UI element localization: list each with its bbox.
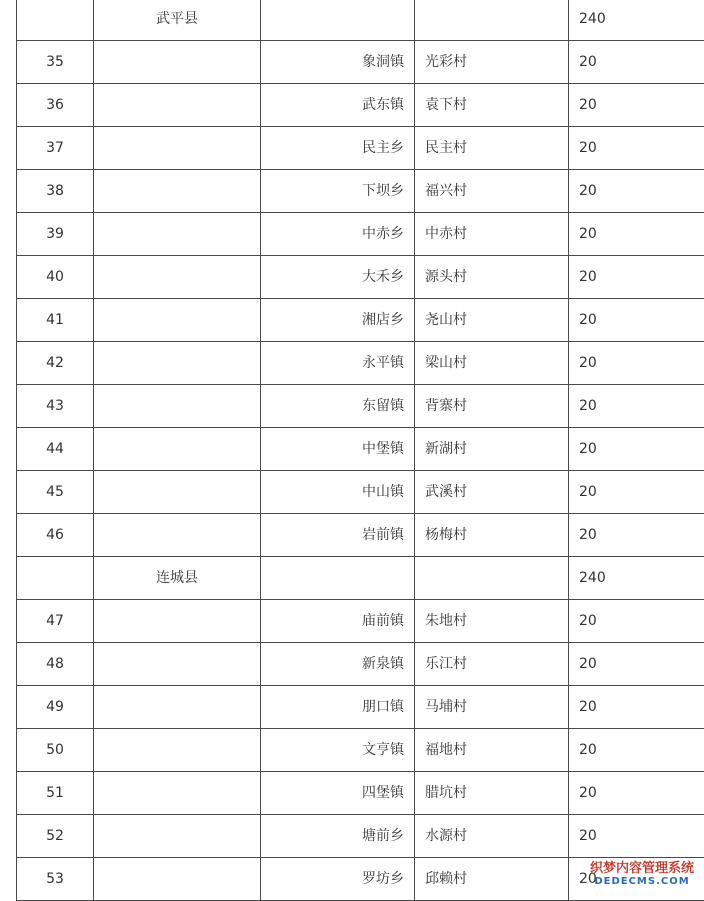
cell-amount: 240 [569, 0, 704, 41]
cell-town: 庙前镇 [261, 600, 415, 643]
cell-number: 39 [17, 213, 94, 256]
cell-number: 52 [17, 815, 94, 858]
cell-amount: 20 [569, 299, 704, 342]
cell-number: 41 [17, 299, 94, 342]
table-row [17, 256, 704, 299]
cell-county: 连城县 [94, 557, 261, 600]
cell-village: 杨梅村 [415, 514, 569, 557]
cell-town: 民主乡 [261, 127, 415, 170]
cell-number: 35 [17, 41, 94, 84]
table-row [17, 127, 704, 170]
cell-amount: 20 [569, 772, 704, 815]
cell-town: 中山镇 [261, 471, 415, 514]
watermark-logo [590, 861, 694, 888]
cell-town: 新泉镇 [261, 643, 415, 686]
table-row [17, 41, 704, 84]
cell-village: 武溪村 [415, 471, 569, 514]
cell-amount: 20 [569, 686, 704, 729]
cell-town: 象洞镇 [261, 41, 415, 84]
cell-village: 光彩村 [415, 41, 569, 84]
cell-village: 福地村 [415, 729, 569, 772]
table-row [17, 729, 704, 772]
cell-town: 大禾乡 [261, 256, 415, 299]
cell-number: 37 [17, 127, 94, 170]
cell-village: 朱地村 [415, 600, 569, 643]
cell-number: 46 [17, 514, 94, 557]
cell-amount: 20 [569, 815, 704, 858]
cell-number: 38 [17, 170, 94, 213]
cell-town: 湘店乡 [261, 299, 415, 342]
cell-number: 47 [17, 600, 94, 643]
cell-county [94, 213, 261, 256]
table-row [17, 213, 704, 256]
cell-amount: 20 [569, 471, 704, 514]
table-row [17, 643, 704, 686]
cell-town: 下坝乡 [261, 170, 415, 213]
cell-amount: 20 [569, 127, 704, 170]
cell-town: 朋口镇 [261, 686, 415, 729]
allocation-table [16, 0, 704, 901]
cell-amount: 20 [569, 213, 704, 256]
cell-village: 乐江村 [415, 643, 569, 686]
cell-village [415, 0, 569, 41]
table-row [17, 772, 704, 815]
table-row [17, 815, 704, 858]
cell-town: 中堡镇 [261, 428, 415, 471]
cell-village: 新湖村 [415, 428, 569, 471]
cell-number: 43 [17, 385, 94, 428]
cell-county [94, 127, 261, 170]
cell-town: 文亨镇 [261, 729, 415, 772]
cell-county [94, 600, 261, 643]
cell-village: 邱赖村 [415, 858, 569, 901]
cell-amount: 20 [569, 41, 704, 84]
cell-county [94, 729, 261, 772]
cell-number: 42 [17, 342, 94, 385]
cell-amount: 20 [569, 256, 704, 299]
cell-county [94, 471, 261, 514]
cell-town [261, 557, 415, 600]
cell-county [94, 686, 261, 729]
cell-county [94, 643, 261, 686]
cell-number: 49 [17, 686, 94, 729]
cell-town: 东留镇 [261, 385, 415, 428]
cell-town: 塘前乡 [261, 815, 415, 858]
table-row [17, 84, 704, 127]
cell-amount: 20 [569, 643, 704, 686]
cell-county: 武平县 [94, 0, 261, 41]
cell-number: 36 [17, 84, 94, 127]
county-row [17, 557, 704, 600]
cell-village: 腊坑村 [415, 772, 569, 815]
cell-number: 50 [17, 729, 94, 772]
cell-county [94, 41, 261, 84]
table-row [17, 385, 704, 428]
table-row [17, 299, 704, 342]
cell-amount: 20 [569, 385, 704, 428]
cell-county [94, 858, 261, 901]
cell-village: 源头村 [415, 256, 569, 299]
cell-amount: 20 [569, 600, 704, 643]
cell-county [94, 428, 261, 471]
cell-amount: 20 [569, 342, 704, 385]
cell-town: 四堡镇 [261, 772, 415, 815]
cell-town: 岩前镇 [261, 514, 415, 557]
cell-county [94, 256, 261, 299]
cell-county [94, 170, 261, 213]
cell-amount: 20 [569, 729, 704, 772]
cell-county [94, 299, 261, 342]
cell-number: 40 [17, 256, 94, 299]
county-row [17, 0, 704, 41]
cell-number: 44 [17, 428, 94, 471]
cell-county [94, 342, 261, 385]
cell-amount: 20 [569, 428, 704, 471]
cell-town: 罗坊乡 [261, 858, 415, 901]
cell-number: 45 [17, 471, 94, 514]
cell-village: 福兴村 [415, 170, 569, 213]
watermark-domain: DEDECMS.COM [590, 876, 694, 888]
cell-county [94, 815, 261, 858]
cell-town [261, 0, 415, 41]
cell-village: 袁下村 [415, 84, 569, 127]
cell-county [94, 84, 261, 127]
cell-village [415, 557, 569, 600]
cell-number [17, 557, 94, 600]
cell-village: 水源村 [415, 815, 569, 858]
cell-village: 梁山村 [415, 342, 569, 385]
table-body [17, 0, 704, 901]
table-row [17, 471, 704, 514]
cell-county [94, 385, 261, 428]
cell-amount: 20 [569, 84, 704, 127]
cell-village: 马埔村 [415, 686, 569, 729]
cell-number: 51 [17, 772, 94, 815]
cell-number: 48 [17, 643, 94, 686]
cell-number [17, 0, 94, 41]
table-row [17, 342, 704, 385]
cell-village: 尧山村 [415, 299, 569, 342]
cell-number: 53 [17, 858, 94, 901]
cell-amount: 20 [569, 514, 704, 557]
table-row [17, 428, 704, 471]
cell-village: 背寨村 [415, 385, 569, 428]
cell-amount: 20 [569, 858, 704, 901]
table-row [17, 170, 704, 213]
cell-village: 民主村 [415, 127, 569, 170]
cell-amount: 20 [569, 170, 704, 213]
cell-amount: 240 [569, 557, 704, 600]
table-row [17, 600, 704, 643]
cell-town: 武东镇 [261, 84, 415, 127]
cell-town: 中赤乡 [261, 213, 415, 256]
cell-town: 永平镇 [261, 342, 415, 385]
cell-county [94, 772, 261, 815]
cell-county [94, 514, 261, 557]
table-row [17, 514, 704, 557]
cell-village: 中赤村 [415, 213, 569, 256]
watermark-title: 织梦内容管理系统 [590, 861, 694, 876]
table-row [17, 686, 704, 729]
